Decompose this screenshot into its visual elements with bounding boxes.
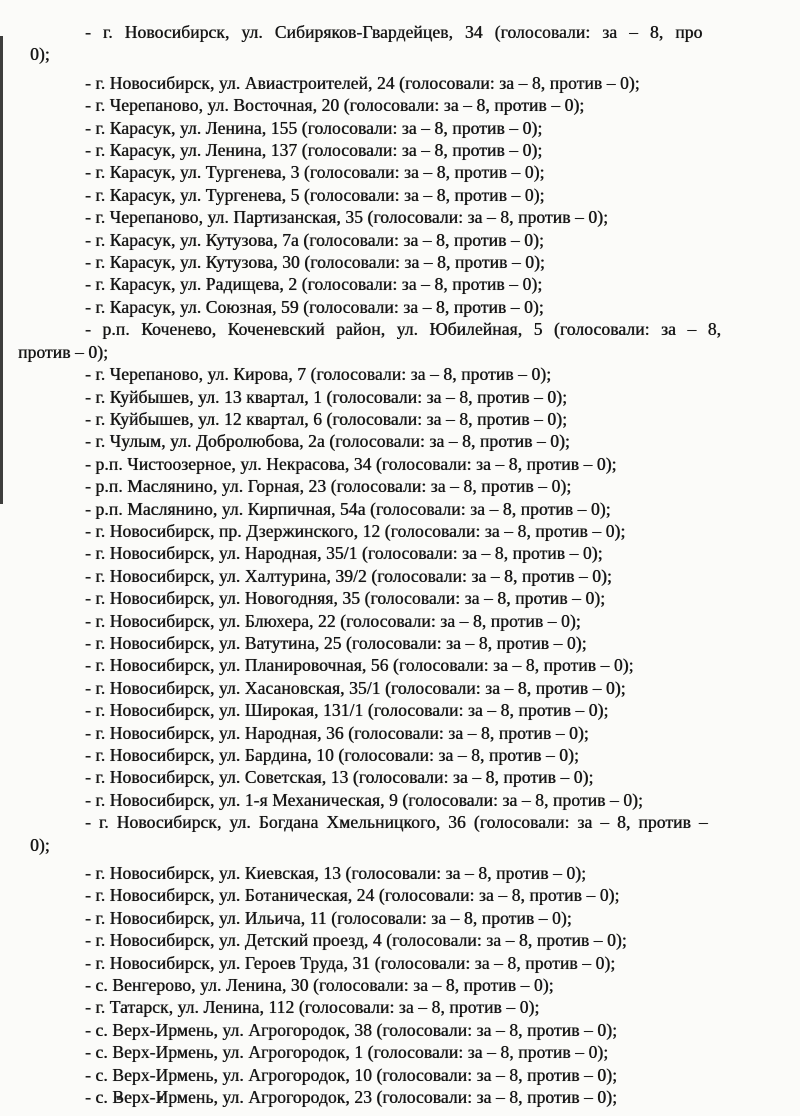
- address-entry: - г. Новосибирск, ул. Авиастроителей, 24 (голосовали: за – 8, против – 0);: [85, 72, 640, 93]
- address-entry: - г. Карасук, ул. Кутузова, 30 (голосовали: за – 8, против – 0);: [85, 252, 545, 273]
- address-vote-list: [0, 21, 800, 1109]
- address-entry: - г. Новосибирск, ул. Халтурина, 39/2 (голосовали: за – 8, против – 0);: [85, 565, 612, 586]
- address-entry: - г. Новосибирск, пр. Дзержинского, 12 (голосовали: за – 8, против – 0);: [85, 520, 626, 541]
- address-entry: - г. Новосибирск, ул. Богдана Хмельницкого, 36 (голосовали: за – 8, против –: [85, 812, 708, 833]
- address-entry: - г. Новосибирск, ул. Народная, 36 (голосовали: за – 8, против – 0);: [85, 722, 589, 743]
- address-entry: - г. Татарск, ул. Ленина, 112 (голосовали: за – 8, против – 0);: [85, 997, 540, 1018]
- address-entry: - с. Верх-Ирмень, ул. Агрогородок, 10 (голосовали: за – 8, против – 0);: [85, 1064, 618, 1085]
- address-entry: - г. Новосибирск, ул. Героев Труда, 31 (голосовали: за – 8, против – 0);: [85, 952, 616, 973]
- address-entry: - г. Новосибирск, ул. Советская, 13 (голосовали: за – 8, против – 0);: [85, 767, 594, 788]
- address-entry: - р.п. Маслянино, ул. Кирпичная, 54а (голосовали: за – 8, против – 0);: [85, 498, 611, 519]
- address-entry: - г. Новосибирск, ул. Блюхера, 22 (голосовали: за – 8, против – 0);: [85, 610, 581, 631]
- address-entry: - г. Новосибирск, ул. 1-я Механическая, 9 (голосовали: за – 8, против – 0);: [85, 789, 643, 810]
- address-entry: - г. Новосибирск, ул. Широкая, 131/1 (голосовали: за – 8, против – 0);: [85, 700, 609, 721]
- address-entry: - г. Новосибирск, ул. Детский проезд, 4 (голосовали: за – 8, против – 0);: [85, 930, 627, 951]
- address-entry: - г. Новосибирск, ул. Новогодняя, 35 (голосовали: за – 8, против – 0);: [85, 588, 606, 609]
- address-entry: - г. Чулым, ул. Добролюбова, 2а (голосовали: за – 8, против – 0);: [85, 431, 570, 452]
- address-entry: - г. Новосибирск, ул. Хасановская, 35/1 (голосовали: за – 8, против – 0);: [85, 677, 626, 698]
- address-entry: - г. Карасук, ул. Радищева, 2 (голосовали: за – 8, против – 0);: [85, 274, 543, 295]
- address-entry: - с. Верх-Ирмень, ул. Агрогородок, 38 (голосовали: за – 8, против – 0);: [85, 1019, 618, 1040]
- address-entry: - г. Карасук, ул. Тургенева, 5 (голосовали: за – 8, против – 0);: [85, 184, 545, 205]
- address-entry: - г. Новосибирск, ул. Ватутина, 25 (голосовали: за – 8, против – 0);: [85, 632, 587, 653]
- address-entry: - г. Новосибирск, ул. Ильича, 11 (голосовали: за – 8, против – 0);: [85, 907, 572, 928]
- address-entry: - г. Карасук, ул. Тургенева, 3 (голосовали: за – 8, против – 0);: [85, 162, 545, 183]
- address-entry-continuation: 0);: [30, 834, 50, 855]
- address-entry: - с. Верх-Ирмень, ул. Агрогородок, 23 (голосовали: за – 8, против – 0);: [85, 1087, 618, 1108]
- address-entry: - г. Карасук, ул. Ленина, 137 (голосовали: за – 8, против – 0);: [85, 140, 543, 161]
- address-entry: - г. Новосибирск, ул. Киевская, 13 (голосовали: за – 8, против – 0);: [85, 863, 587, 884]
- address-entry: - г. Куйбышев, ул. 13 квартал, 1 (голосовали: за – 8, против – 0);: [85, 386, 568, 407]
- address-entry-continuation: против – 0);: [18, 341, 109, 362]
- address-entry: - р.п. Маслянино, ул. Горная, 23 (голосовали: за – 8, против – 0);: [85, 476, 572, 497]
- address-entry: - г. Новосибирск, ул. Сибиряков-Гвардейцев, 34 (голосовали: за – 8, про: [85, 22, 703, 42]
- address-entry: - р.п. Чистоозерное, ул. Некрасова, 34 (голосовали: за – 8, против – 0);: [85, 453, 617, 474]
- address-entry: - г. Карасук, ул. Ленина, 155 (голосовали: за – 8, против – 0);: [85, 117, 543, 138]
- address-entry: - г. Черепаново, ул. Восточная, 20 (голосовали: за – 8, против – 0);: [85, 95, 585, 116]
- address-entry: - г. Черепаново, ул. Партизанская, 35 (голосовали: за – 8, против – 0);: [85, 207, 609, 228]
- address-entry-continuation: 0);: [30, 44, 50, 65]
- address-entry: - г. Черепаново, ул. Кирова, 7 (голосовали: за – 8, против – 0);: [85, 364, 552, 385]
- address-entry: - г. Новосибирск, ул. Народная, 35/1 (голосовали: за – 8, против – 0);: [85, 543, 603, 564]
- address-entry: - р.п. Коченево, Коченевский район, ул. Юбилейная, 5 (голосовали: за – 8,: [85, 319, 722, 340]
- address-entry: - г. Новосибирск, ул. Планировочная, 56 (голосовали: за – 8, против – 0);: [85, 655, 634, 676]
- address-entry: - с. Верх-Ирмень, ул. Агрогородок, 1 (голосовали: за – 8, против – 0);: [85, 1042, 609, 1063]
- address-entry: - г. Новосибирск, ул. Ботаническая, 24 (голосовали: за – 8, против – 0);: [85, 885, 620, 906]
- address-entry: - г. Карасук, ул. Кутузова, 7а (голосовали: за – 8, против – 0);: [85, 229, 544, 250]
- address-entry: - г. Новосибирск, ул. Бардина, 10 (голосовали: за – 8, против – 0);: [85, 745, 579, 765]
- address-entry: - г. Карасук, ул. Союзная, 59 (голосовали: за – 8, против – 0);: [85, 296, 544, 317]
- address-entry: - с. Венгерово, ул. Ленина, 30 (голосовали: за – 8, против – 0);: [85, 975, 554, 996]
- address-entry: - г. Куйбышев, ул. 12 квартал, 6 (голосовали: за – 8, против – 0);: [85, 408, 568, 429]
